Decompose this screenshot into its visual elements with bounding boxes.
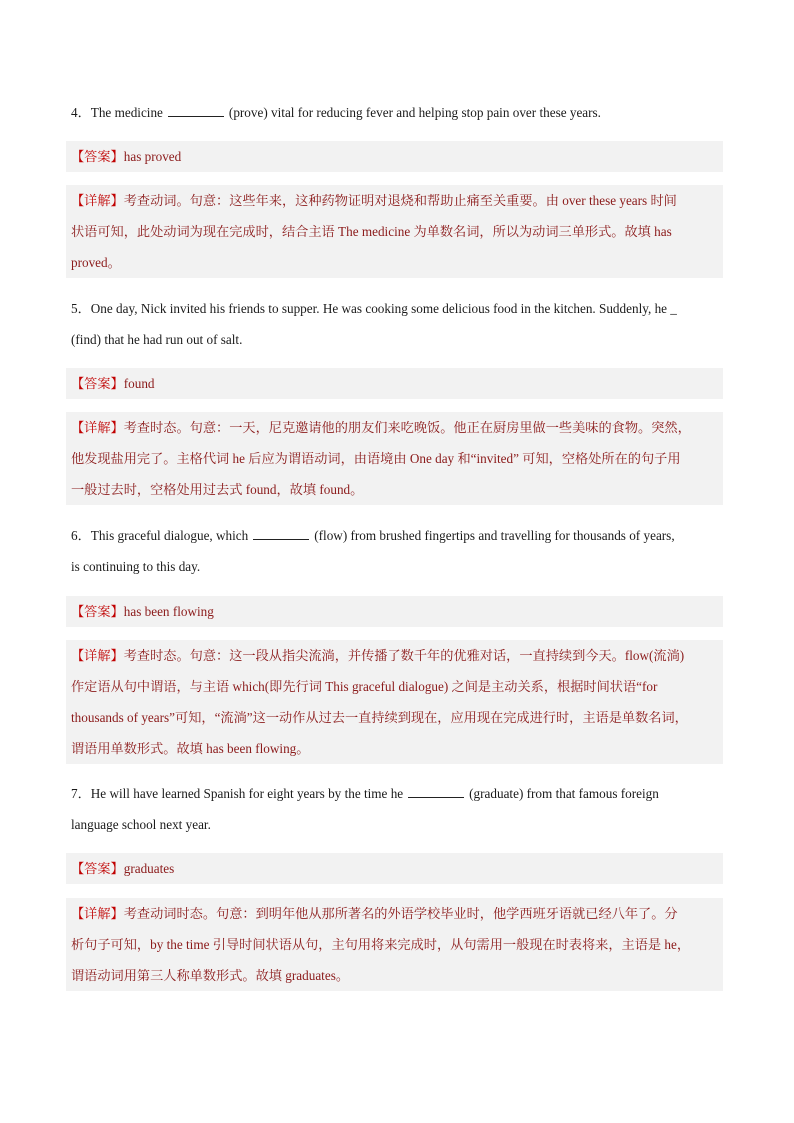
answer-tag: 【答案】 [71, 861, 124, 876]
question-5-stem-line-2: (find) that he had run out of salt. [71, 332, 243, 347]
question-5-detail-line-3: 一般过去时，空格处用过去式 found，故填 found。 [71, 482, 364, 497]
question-6-stem-line-1: 6．This graceful dialogue, which (flow) from brushed fingertips and travelling for thousands of years, [71, 528, 675, 543]
question-5-detail-box [66, 412, 723, 505]
question-4-stem-start: 4．The medicine [71, 105, 163, 120]
question-4-stem [71, 97, 723, 128]
question-4-detail-line-1: 【详解】考查动词。句意：这些年来，这种药物证明对退烧和帮助止痛至关重要。由 over these years 时间 [71, 193, 677, 208]
question-5-detail-line-2: 他发现盐用完了。主格代词 he 后应为谓语动词，由语境由 One day 和“invited” 可知，空格处所在的句子用 [71, 451, 681, 466]
question-7-stem [71, 778, 723, 840]
question-5-answer-box [66, 368, 723, 399]
detail-tag: 【详解】 [71, 906, 124, 921]
answer-tag: 【答案】 [71, 149, 124, 164]
question-7-stem-line-1: 7．He will have learned Spanish for eight years by the time he (graduate) from that famous foreign [71, 786, 659, 801]
question-6-answer: has been flowing [123, 604, 214, 619]
question-5-detail-line-1: 【详解】考查时态。句意：一天，尼克邀请他的朋友们来吃晚饭。他正在厨房里做一些美味的食物。突然， [71, 420, 691, 435]
answer-tag: 【答案】 [71, 604, 124, 619]
answer-tag: 【答案】 [71, 376, 124, 391]
question-5-stem-line-1: 5．One day, Nick invited his friends to supper. He was cooking some delicious food in the kitchen. Suddenly, he _ [71, 301, 677, 316]
question-7-detail-line-2: 析句子可知，by the time 引导时间状语从句，主句用将来完成时，从句需用一般现在时表将来，主语是 he， [71, 937, 691, 952]
answer-blank [253, 527, 309, 540]
question-4-detail-line-3: proved。 [71, 255, 121, 270]
detail-tag: 【详解】 [71, 420, 124, 435]
question-7-answer: graduates [123, 861, 175, 876]
question-4-detail-line-2: 状语可知，此处动词为现在完成时，结合主语 The medicine 为单数名词，所以为动词三单形式。故填 has [71, 224, 672, 239]
answer-blank [168, 104, 224, 117]
question-7-detail-line-3: 谓语动词用第三人称单数形式。故填 graduates。 [71, 968, 350, 983]
question-5-stem [71, 293, 723, 355]
question-7-answer-box [66, 853, 723, 884]
question-6-answer-box [66, 596, 723, 627]
question-6-detail-line-2: 作定语从句中谓语，与主语 which(即先行词 This graceful dialogue) 之间是主动关系，根据时间状语“for [71, 679, 658, 694]
question-6-detail-box [66, 640, 723, 764]
question-7-stem-line-2: language school next year. [71, 817, 211, 832]
detail-tag: 【详解】 [71, 193, 124, 208]
question-4-answer: has proved [123, 149, 182, 164]
question-6-detail-line-1: 【详解】考查时态。句意：这一段从指尖流淌，并传播了数千年的优雅对话，一直持续到今天。flow(流淌) [71, 648, 685, 663]
question-6-detail-line-3: thousands of years”可知，“流淌”这一动作从过去一直持续到现在，应用现在完成进行时，主语是单数名词， [71, 710, 688, 725]
question-4-answer-box [66, 141, 723, 172]
detail-tag: 【详解】 [71, 648, 124, 663]
answer-blank [408, 785, 464, 798]
question-4-stem-end: (prove) vital for reducing fever and helping stop pain over these years. [228, 105, 601, 120]
question-7-detail-box [66, 898, 723, 991]
question-7-detail-line-1: 【详解】考查动词时态。句意：到明年他从那所著名的外语学校毕业时，他学西班牙语就已经八年了。分 [71, 906, 678, 921]
question-6-detail-line-4: 谓语用单数形式。故填 has been flowing。 [71, 741, 310, 756]
question-6-stem-line-2: is continuing to this day. [71, 559, 201, 574]
question-4-detail-box [66, 185, 723, 278]
question-5-answer: found [123, 376, 155, 391]
question-6-stem [71, 520, 723, 582]
